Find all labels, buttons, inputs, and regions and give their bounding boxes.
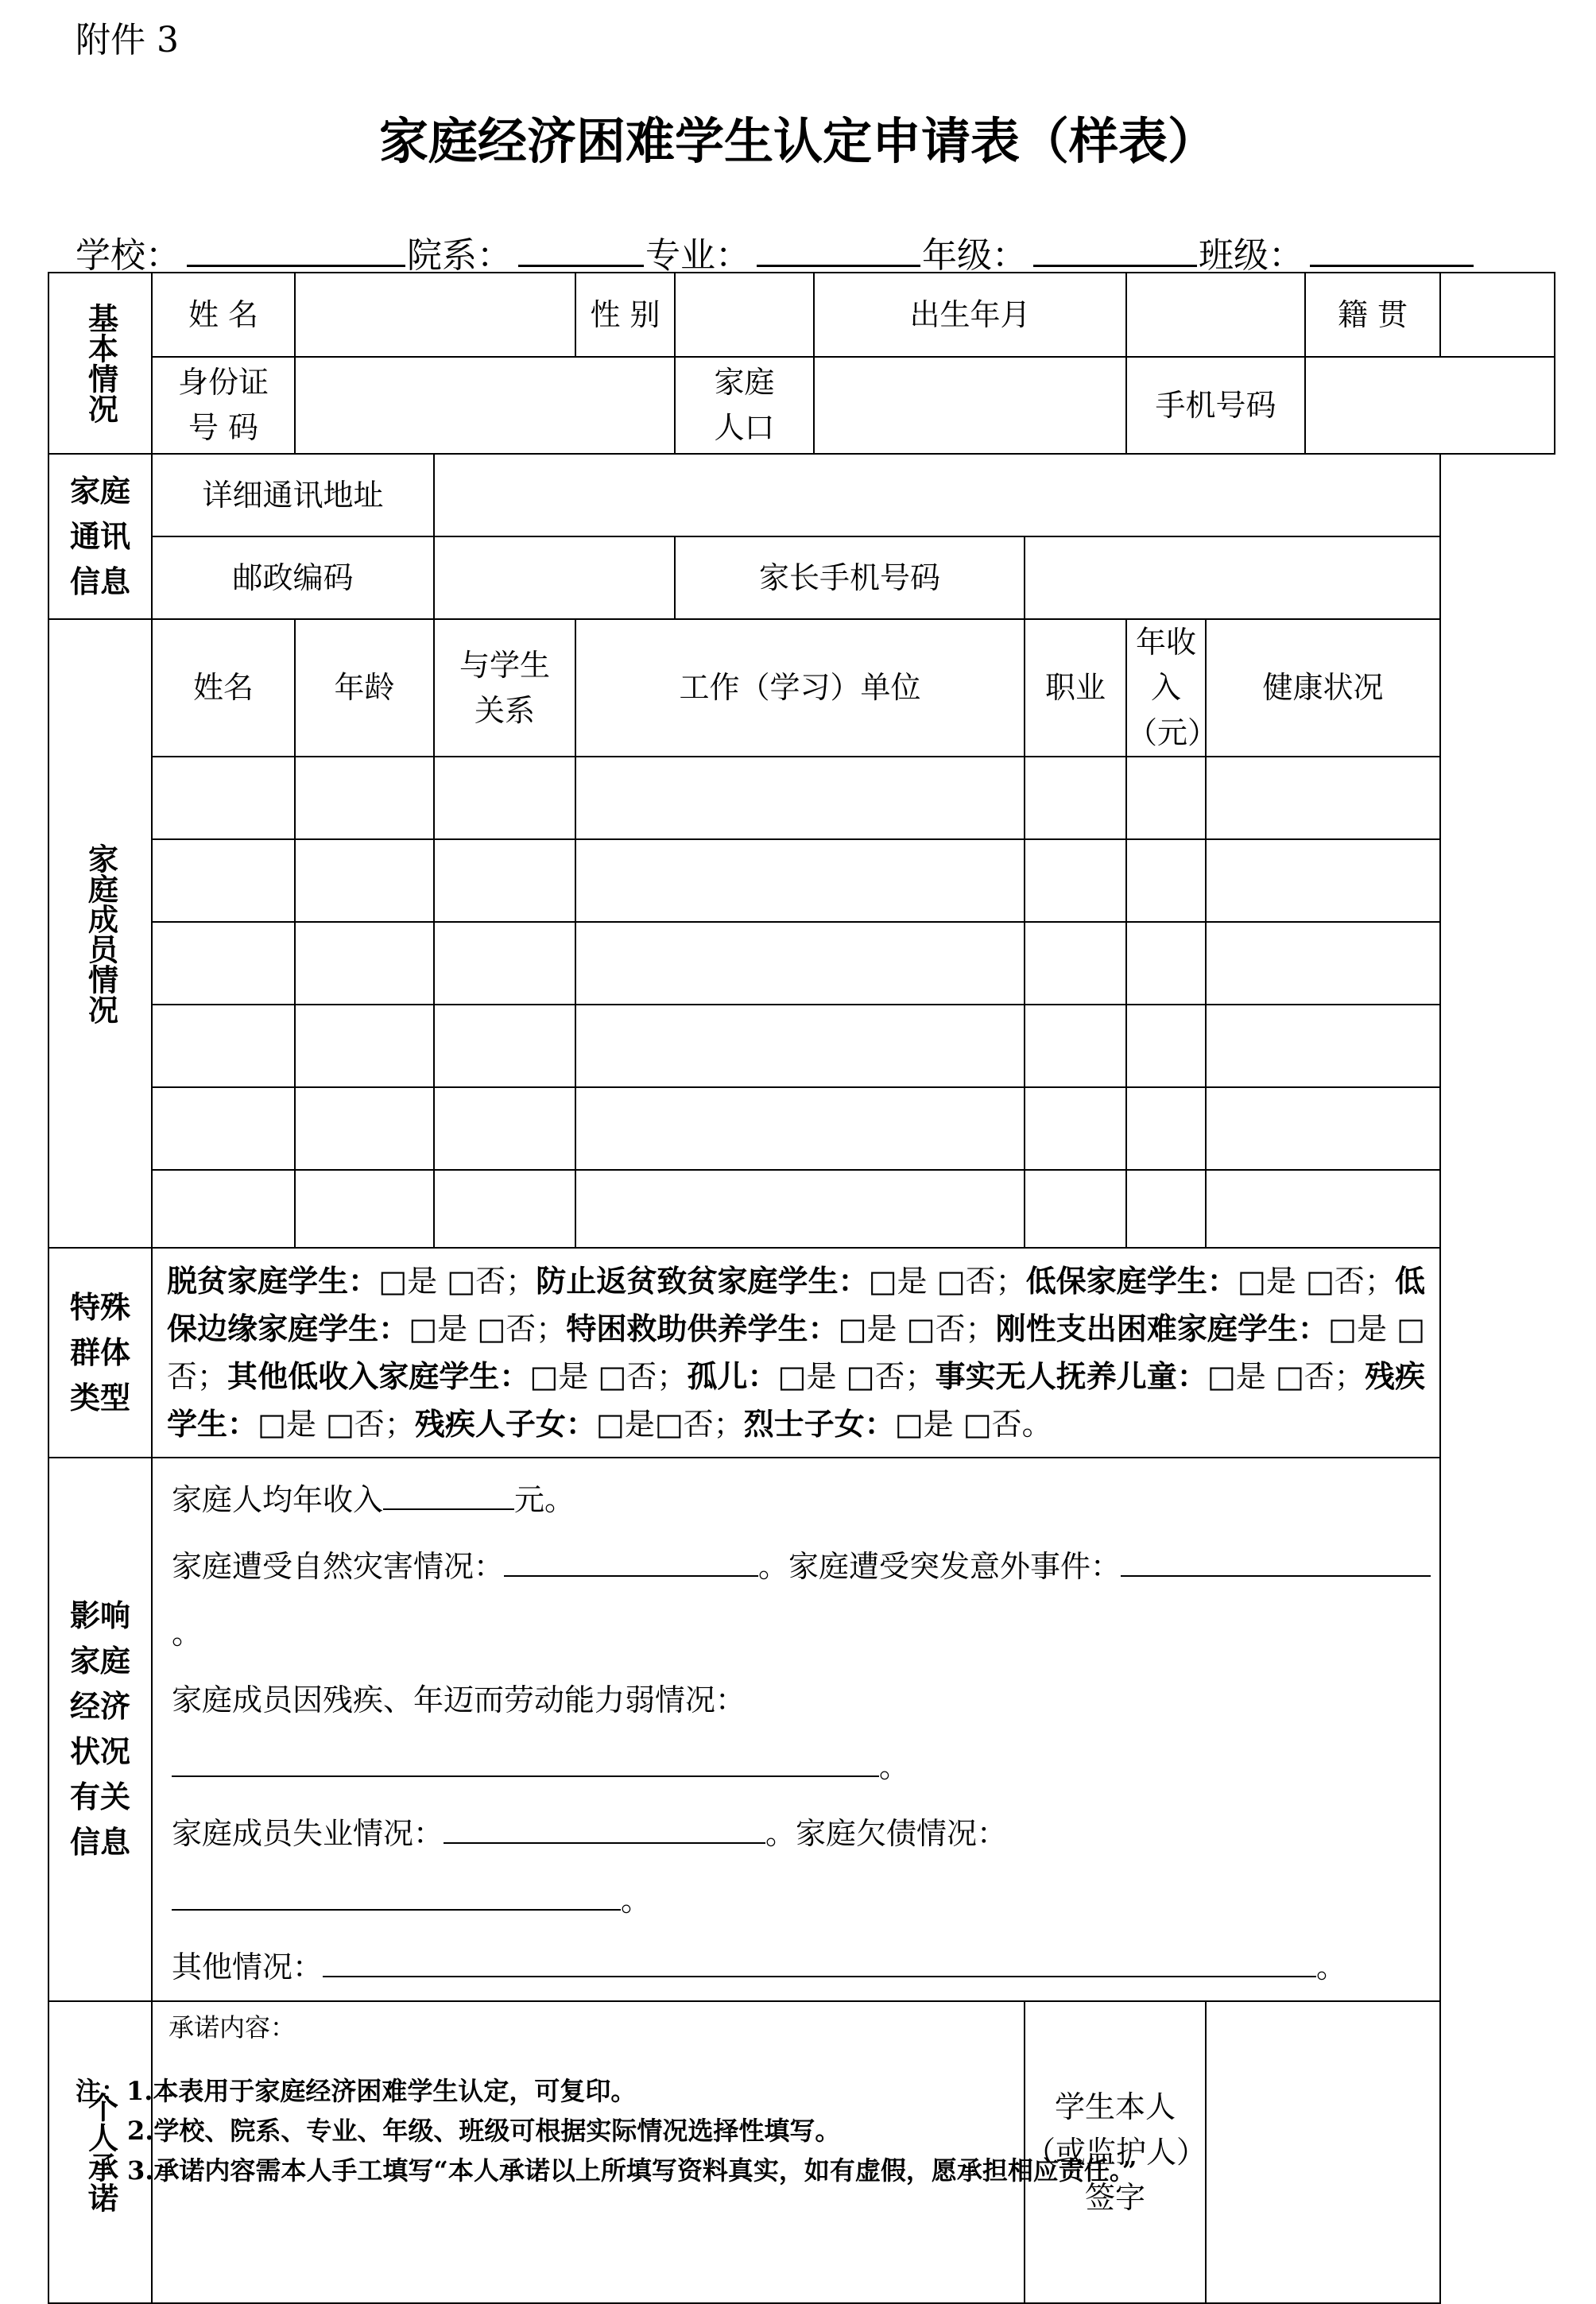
income-field[interactable] <box>383 1478 514 1510</box>
special-group-options[interactable]: □是 □否； <box>167 1311 1426 1394</box>
table-row <box>48 839 1555 922</box>
special-group-label: 低保家庭学生： <box>1025 1264 1238 1299</box>
special-group-options[interactable]: □是□否； <box>595 1407 744 1442</box>
birth-field[interactable] <box>1126 273 1305 357</box>
econ-info: 家庭人均年收入 元。 家庭遭受自然灾害情况： 。家庭遭受突发意外事件：。 家庭成员因残疾、年迈而劳动能力弱情况：。 家庭成员失业情况： 。家庭欠债情况：。 其他情况： 。 <box>152 1458 1440 2001</box>
class-label: 班级： <box>1199 235 1304 276</box>
gender-field[interactable] <box>675 273 814 357</box>
school-label: 学校： <box>76 235 180 276</box>
class-field[interactable] <box>1310 265 1474 267</box>
notes <box>76 2071 1137 2190</box>
debt-field[interactable] <box>172 1879 621 1911</box>
special-group-options[interactable]: □是 □否； <box>378 1264 537 1299</box>
address-label: 详细通讯地址 <box>152 454 434 536</box>
note-3: 3.承诺内容需本人手工填写“本人承诺以上所填写资料真实，如有虚假，愿承担相应责任。” <box>127 2155 1137 2186</box>
dept-field[interactable] <box>518 265 644 267</box>
birth-label: 出生年月 <box>814 273 1126 357</box>
special-section-label: 特殊 群体 类型 <box>48 1248 152 1458</box>
col-age: 年龄 <box>295 619 434 757</box>
school-field[interactable] <box>187 265 405 267</box>
special-group-label: 低保边缘家庭学生： <box>167 1264 1425 1346</box>
special-group-label: 刚性支出困难家庭学生： <box>995 1311 1329 1346</box>
col-workplace: 工作（学习）单位 <box>575 619 1025 757</box>
special-group-options[interactable]: □是 □否； <box>838 1311 996 1346</box>
pledge-section-label: 个人承诺 <box>48 2001 152 2303</box>
col-income: 年收入 （元） <box>1126 619 1206 757</box>
labor-field[interactable] <box>172 1745 879 1777</box>
phone-label: 手机号码 <box>1126 357 1305 454</box>
col-name: 姓名 <box>152 619 295 757</box>
other-field[interactable] <box>323 1946 1316 1977</box>
name-label: 姓 名 <box>152 273 295 357</box>
special-group-label: 事实无人抚养儿童： <box>935 1359 1207 1394</box>
unemployment-field[interactable] <box>444 1812 765 1844</box>
table-row <box>48 757 1555 839</box>
parent-phone-field[interactable] <box>1025 536 1440 619</box>
special-group-options[interactable]: □是 □否； <box>409 1311 567 1346</box>
special-group-label: 孤儿： <box>687 1359 778 1394</box>
native-field[interactable] <box>1440 273 1555 357</box>
grade-field[interactable] <box>1033 265 1197 267</box>
special-group-label: 烈士子女： <box>743 1407 895 1442</box>
signature-label: 学生本人 （或监护人） 签字 <box>1025 2001 1206 2303</box>
table-row <box>48 1087 1555 1170</box>
phone-field[interactable] <box>1305 357 1555 454</box>
special-group-label: 防止返贫致贫家庭学生： <box>536 1264 869 1299</box>
postcode-field[interactable] <box>434 536 675 619</box>
note-1: 注：1.本表用于家庭经济困难学生认定，可复印。 <box>76 2076 637 2106</box>
postcode-label: 邮政编码 <box>152 536 434 619</box>
gender-label: 性 别 <box>575 273 675 357</box>
major-label: 专业： <box>645 235 750 276</box>
table-row <box>48 1170 1555 1248</box>
major-field[interactable] <box>757 265 920 267</box>
special-group-label: 残疾人子女： <box>414 1407 596 1442</box>
table-row <box>48 1005 1555 1087</box>
econ-section-label: 影响 家庭 经济 状况 有关 信息 <box>48 1458 152 2001</box>
parent-phone-label: 家长手机号码 <box>675 536 1025 619</box>
pledge-content-field[interactable]: 承诺内容： <box>152 2001 1025 2303</box>
table-row <box>48 922 1555 1005</box>
family-size-field[interactable] <box>814 357 1126 454</box>
grade-label: 年级： <box>922 235 1027 276</box>
address-field[interactable] <box>434 454 1440 536</box>
native-label: 籍 贯 <box>1305 273 1440 357</box>
name-field[interactable] <box>295 273 575 357</box>
col-health: 健康状况 <box>1206 619 1440 757</box>
special-group-options[interactable]: □是 □否； <box>1237 1264 1395 1299</box>
special-group-options[interactable]: □是 □否； <box>777 1359 936 1394</box>
special-group-options[interactable]: □是 □否。 <box>894 1407 1052 1442</box>
id-label: 身份证 号 码 <box>152 357 295 454</box>
application-form <box>48 272 1555 2304</box>
disaster-field[interactable] <box>504 1545 758 1577</box>
members-section-label: 家庭成员情况 <box>48 619 152 1248</box>
page-title: 家庭经济困难学生认定申请表（样表） <box>378 112 1217 170</box>
special-group-options[interactable]: □是 □否； <box>258 1407 415 1442</box>
col-job: 职业 <box>1025 619 1126 757</box>
special-groups[interactable] <box>152 1248 1440 1458</box>
family-size-label: 家庭 人口 <box>675 357 814 454</box>
special-group-options[interactable]: □是 □否； <box>529 1359 688 1394</box>
attachment-number: 附件 3 <box>76 20 179 60</box>
accident-field[interactable] <box>1121 1545 1431 1577</box>
col-relation: 与学生 关系 <box>434 619 575 757</box>
special-group-label: 特困救助供养学生： <box>566 1311 839 1346</box>
special-group-label: 残疾学生： <box>167 1359 1425 1442</box>
dept-label: 院系： <box>407 235 512 276</box>
special-group-label: 其他低收入家庭学生： <box>227 1359 530 1394</box>
special-group-options[interactable]: □是 □否； <box>1207 1359 1365 1394</box>
special-group-options[interactable]: □是 □否； <box>868 1264 1026 1299</box>
id-field[interactable] <box>295 357 675 454</box>
contact-section-label: 家庭 通讯 信息 <box>48 454 152 619</box>
special-group-label: 脱贫家庭学生： <box>167 1264 379 1299</box>
note-2: 2.学校、院系、专业、年级、班级可根据实际情况选择性填写。 <box>127 2116 841 2146</box>
basic-section-label: 基本情况 <box>48 273 152 454</box>
signature-field[interactable] <box>1206 2001 1440 2303</box>
